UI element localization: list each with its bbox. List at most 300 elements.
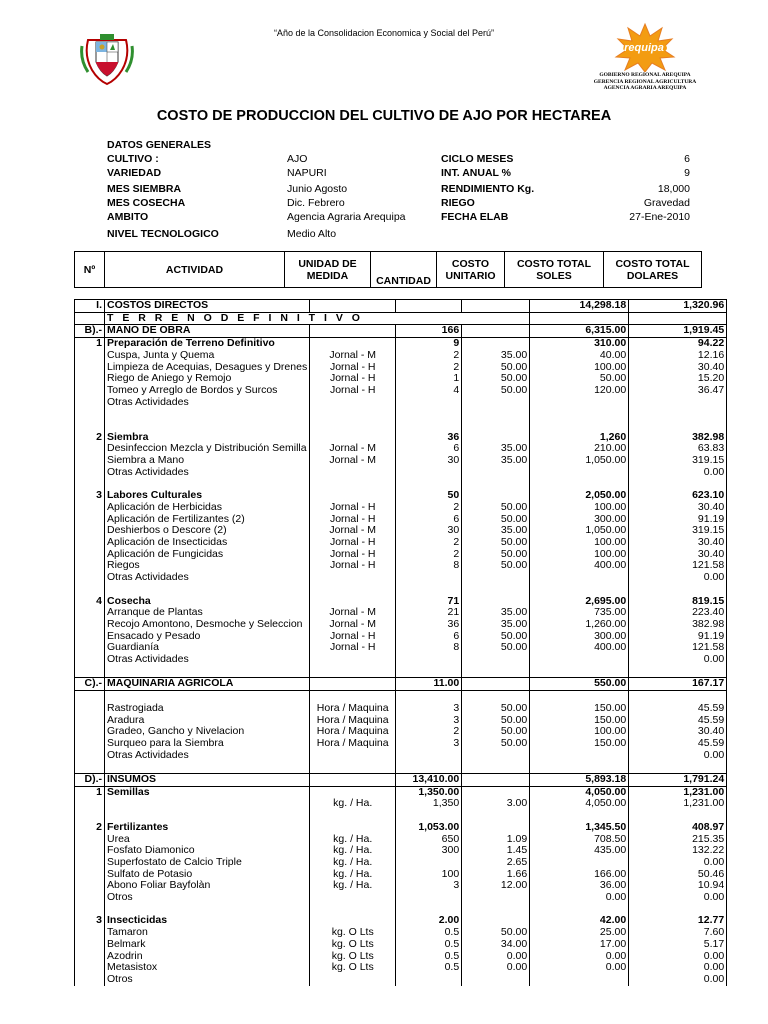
cell-actividad: Superfostato de Calcio Triple xyxy=(105,857,310,869)
cell-costo-soles: 166.00 xyxy=(530,869,629,881)
cell-costo-dolares: 0.00 xyxy=(629,974,727,986)
cell-unidad: Jornal - H xyxy=(310,373,396,385)
cell-costo-soles: 2,050.00 xyxy=(530,490,629,502)
table-row xyxy=(75,443,727,455)
cell-num xyxy=(75,927,105,939)
cell-costo-dolares: 223.40 xyxy=(629,607,727,619)
section-subtitle: T E R R E N O D E F I N I T I V O xyxy=(105,312,530,325)
cell-actividad: COSTOS DIRECTOS xyxy=(105,300,310,313)
cell-costo-soles: 100.00 xyxy=(530,362,629,374)
cell-cantidad: 6 xyxy=(396,514,462,526)
cell-costo-dolares: 319.15 xyxy=(629,455,727,467)
table-row xyxy=(75,584,727,596)
cell-unidad xyxy=(310,678,396,691)
cell-actividad: Cosecha xyxy=(105,596,310,608)
cell-num xyxy=(75,951,105,963)
cell-costo-soles: 40.00 xyxy=(530,350,629,362)
cell-unidad: Jornal - H xyxy=(310,502,396,514)
cell-costo-dolares: 1,231.00 xyxy=(629,798,727,810)
cell-costo-soles: 100.00 xyxy=(530,726,629,738)
ciclo-label: CICLO MESES xyxy=(441,153,514,165)
cell-unidad xyxy=(310,479,396,491)
cell-costo-unitario xyxy=(462,408,530,420)
cell-costo-dolares: 382.98 xyxy=(629,432,727,444)
cell-costo-soles: 435.00 xyxy=(530,845,629,857)
table-row xyxy=(75,631,727,643)
cell-unidad xyxy=(310,974,396,986)
cell-costo-soles xyxy=(530,691,629,703)
table-row xyxy=(75,962,727,974)
cell-actividad: Insecticidas xyxy=(105,915,310,927)
cell-actividad: Abono Foliar Bayfolàn xyxy=(105,880,310,892)
cell-costo-dolares: 0.00 xyxy=(629,892,727,904)
cell-costo-soles xyxy=(530,654,629,666)
cell-actividad: MAQUINARIA AGRICOLA xyxy=(105,678,310,691)
cell-costo-dolares: 1,231.00 xyxy=(629,786,727,798)
cell-actividad: Labores Culturales xyxy=(105,490,310,502)
cell-costo-unitario: 0.00 xyxy=(462,962,530,974)
general-heading: DATOS GENERALES xyxy=(107,139,212,151)
table-row xyxy=(75,786,727,798)
cell-cantidad: 3 xyxy=(396,738,462,750)
table-row xyxy=(75,642,727,654)
table-row xyxy=(75,514,727,526)
motto: “Año de la Consolidacion Economica y Social del Perú” xyxy=(273,28,495,38)
cell-actividad xyxy=(105,584,310,596)
cell-actividad: Rastrogiada xyxy=(105,703,310,715)
cell-costo-unitario: 50.00 xyxy=(462,715,530,727)
cell-costo-soles: 300.00 xyxy=(530,514,629,526)
cell-costo-unitario: 35.00 xyxy=(462,350,530,362)
cell-actividad: Otros xyxy=(105,974,310,986)
cell-num xyxy=(75,514,105,526)
cell-unidad: Jornal - M xyxy=(310,525,396,537)
cell-num xyxy=(75,726,105,738)
cell-costo-soles: 1,050.00 xyxy=(530,455,629,467)
cell-costo-unitario: 50.00 xyxy=(462,927,530,939)
cell-num: I. xyxy=(75,300,105,313)
table-row xyxy=(75,939,727,951)
cell-num xyxy=(75,666,105,678)
cell-num: 1 xyxy=(75,786,105,798)
cell-cantidad: 650 xyxy=(396,834,462,846)
cell-unidad: Jornal - M xyxy=(310,619,396,631)
cell-cantidad: 1 xyxy=(396,373,462,385)
cell-costo-dolares: 382.98 xyxy=(629,619,727,631)
cell-cantidad: 0.5 xyxy=(396,951,462,963)
cell-costo-dolares: 5.17 xyxy=(629,939,727,951)
cell-unidad: Jornal - H xyxy=(310,514,396,526)
cell-costo-soles: 2,695.00 xyxy=(530,596,629,608)
cell-costo-soles: 210.00 xyxy=(530,443,629,455)
cell-costo-unitario: 50.00 xyxy=(462,373,530,385)
cell-costo-dolares xyxy=(629,761,727,773)
cell-costo-dolares: 0.00 xyxy=(629,654,727,666)
table-row xyxy=(75,479,727,491)
cell-actividad: Limpieza de Acequias, Desagues y Drenes xyxy=(105,362,310,374)
cell-unidad xyxy=(310,774,396,787)
cell-actividad: MANO DE OBRA xyxy=(105,325,310,338)
cell-actividad: Deshierbos o Descore (2) xyxy=(105,525,310,537)
page-title: COSTO DE PRODUCCION DEL CULTIVO DE AJO POR HECTAREA xyxy=(156,108,612,124)
cell-costo-dolares: 36.47 xyxy=(629,385,727,397)
cell-num: 2 xyxy=(75,822,105,834)
table-row xyxy=(75,869,727,881)
cell-num xyxy=(75,810,105,822)
cell-cantidad xyxy=(396,479,462,491)
table-row xyxy=(75,774,727,787)
cell-actividad: Desinfeccion Mezcla y Distribución Semilla xyxy=(105,443,310,455)
cell-num xyxy=(75,631,105,643)
cell-costo-soles: 0.00 xyxy=(530,962,629,974)
cell-cantidad: 2 xyxy=(396,549,462,561)
rendimiento-label: RENDIMIENTO Kg. xyxy=(441,183,535,195)
cell-num: 3 xyxy=(75,490,105,502)
cell-costo-soles: 150.00 xyxy=(530,703,629,715)
cell-costo-dolares: 319.15 xyxy=(629,525,727,537)
cell-cantidad xyxy=(396,892,462,904)
cell-actividad xyxy=(105,666,310,678)
cultivo-value: AJO xyxy=(287,153,308,165)
cell-costo-unitario: 50.00 xyxy=(462,642,530,654)
cell-costo-soles: 100.00 xyxy=(530,537,629,549)
peru-shield-icon xyxy=(78,26,136,88)
cell-actividad: Azodrin xyxy=(105,951,310,963)
cell-actividad: Fosfato Diamonico xyxy=(105,845,310,857)
cell-costo-soles: 150.00 xyxy=(530,738,629,750)
cell-cantidad: 1,350.00 xyxy=(396,786,462,798)
cell-cantidad: 6 xyxy=(396,631,462,643)
cell-unidad: kg. / Ha. xyxy=(310,857,396,869)
cell-costo-unitario: 35.00 xyxy=(462,455,530,467)
ambito-value: Agencia Agraria Arequipa xyxy=(287,211,406,223)
table-row xyxy=(75,845,727,857)
table-row xyxy=(75,549,727,561)
cell-num xyxy=(75,880,105,892)
cell-num xyxy=(75,397,105,409)
cell-costo-unitario: 1.45 xyxy=(462,845,530,857)
table-row xyxy=(75,927,727,939)
cell-costo-unitario xyxy=(462,572,530,584)
cell-costo-dolares: 215.35 xyxy=(629,834,727,846)
cell-costo-unitario: 35.00 xyxy=(462,607,530,619)
cell-unidad: kg. / Ha. xyxy=(310,798,396,810)
cell-costo-unitario xyxy=(462,397,530,409)
table-row xyxy=(75,834,727,846)
cell-cantidad: 8 xyxy=(396,642,462,654)
cell-cantidad: 2 xyxy=(396,726,462,738)
cell-costo-soles: 42.00 xyxy=(530,915,629,927)
cell-costo-soles: 4,050.00 xyxy=(530,798,629,810)
cell-costo-soles xyxy=(530,584,629,596)
cell-costo-soles: 14,298.18 xyxy=(530,300,629,313)
interes-value: 9 xyxy=(684,167,690,179)
table-row xyxy=(75,397,727,409)
cosecha-value: Dic. Febrero xyxy=(287,197,345,209)
cell-cantidad: 21 xyxy=(396,607,462,619)
col-cantidad: CANTIDAD xyxy=(371,252,437,288)
cell-unidad xyxy=(310,666,396,678)
cost-table xyxy=(74,299,727,986)
cell-costo-unitario xyxy=(462,584,530,596)
cell-num xyxy=(75,584,105,596)
cell-costo-dolares: 408.97 xyxy=(629,822,727,834)
cell-costo-dolares: 0.00 xyxy=(629,572,727,584)
cell-unidad xyxy=(310,397,396,409)
cell-unidad: Jornal - H xyxy=(310,642,396,654)
cell-cantidad: 9 xyxy=(396,338,462,350)
cell-unidad xyxy=(310,915,396,927)
cell-costo-dolares: 0.00 xyxy=(629,467,727,479)
cell-unidad: kg. O Lts xyxy=(310,951,396,963)
cell-costo-unitario: 50.00 xyxy=(462,738,530,750)
cell-actividad: Ensacado y Pesado xyxy=(105,631,310,643)
cell-unidad: Hora / Maquina xyxy=(310,715,396,727)
cell-unidad: kg. O Lts xyxy=(310,927,396,939)
cell-costo-unitario xyxy=(462,432,530,444)
cell-num xyxy=(75,834,105,846)
cell-num xyxy=(75,703,105,715)
cell-num: C).- xyxy=(75,678,105,691)
table-row xyxy=(75,338,727,350)
cell-cantidad xyxy=(396,420,462,432)
cell-cantidad: 3 xyxy=(396,703,462,715)
cell-unidad: Jornal - M xyxy=(310,443,396,455)
cell-cantidad xyxy=(396,691,462,703)
cell-actividad: Fertilizantes xyxy=(105,822,310,834)
cell-costo-dolares xyxy=(629,904,727,916)
cell-costo-soles: 310.00 xyxy=(530,338,629,350)
org-line-3: AGENCIA AGRARIA AREQUIPA xyxy=(603,85,687,91)
cosecha-label: MES COSECHA xyxy=(107,197,186,209)
cell-num xyxy=(75,350,105,362)
table-row xyxy=(75,798,727,810)
cell-actividad: Otros xyxy=(105,892,310,904)
cell-unidad: Jornal - M xyxy=(310,607,396,619)
cell-num: 2 xyxy=(75,432,105,444)
cell-costo-dolares xyxy=(629,584,727,596)
cell-actividad: Aplicación de Insecticidas xyxy=(105,537,310,549)
cell-costo-unitario: 50.00 xyxy=(462,514,530,526)
cell-cantidad: 13,410.00 xyxy=(396,774,462,787)
table-row xyxy=(75,822,727,834)
cell-unidad xyxy=(310,300,396,313)
cell-costo-dolares: 15.20 xyxy=(629,373,727,385)
cell-unidad xyxy=(310,786,396,798)
cell-costo-soles xyxy=(530,467,629,479)
col-actividad: ACTIVIDAD xyxy=(105,252,285,288)
cell-actividad: Siembra xyxy=(105,432,310,444)
cell-costo-dolares: 94.22 xyxy=(629,338,727,350)
cell-costo-soles: 735.00 xyxy=(530,607,629,619)
cell-unidad: kg. / Ha. xyxy=(310,869,396,881)
cell-costo-soles: 4,050.00 xyxy=(530,786,629,798)
cell-costo-dolares: 1,320.96 xyxy=(629,300,727,313)
cell-costo-dolares xyxy=(629,408,727,420)
table-row xyxy=(75,703,727,715)
cell-actividad: Surqueo para la Siembra xyxy=(105,738,310,750)
fecha-label: FECHA ELAB xyxy=(441,211,509,223)
org-line-1: GOBIERNO REGIONAL AREQUIPA xyxy=(599,72,691,78)
cell-num xyxy=(75,373,105,385)
cell-cantidad: 36 xyxy=(396,619,462,631)
table-row xyxy=(75,432,727,444)
cell-cantidad: 2 xyxy=(396,362,462,374)
cell-unidad xyxy=(310,490,396,502)
table-row xyxy=(75,715,727,727)
cell-num xyxy=(75,869,105,881)
cell-costo-dolares: 12.77 xyxy=(629,915,727,927)
cell-actividad xyxy=(105,691,310,703)
cell-costo-unitario: 50.00 xyxy=(462,385,530,397)
cell-cantidad: 0.5 xyxy=(396,927,462,939)
cell-costo-unitario xyxy=(462,467,530,479)
cell-costo-dolares: 12.16 xyxy=(629,350,727,362)
cell-unidad: Hora / Maquina xyxy=(310,703,396,715)
cell-costo-soles xyxy=(530,750,629,762)
cell-costo-soles xyxy=(530,420,629,432)
table-row xyxy=(75,572,727,584)
table-row xyxy=(75,408,727,420)
cell-actividad: Tamaron xyxy=(105,927,310,939)
cell-costo-soles: 1,050.00 xyxy=(530,525,629,537)
cell-actividad xyxy=(105,479,310,491)
table-row xyxy=(75,810,727,822)
cell-costo-unitario xyxy=(462,822,530,834)
cell-costo-unitario xyxy=(462,325,530,338)
cell-actividad: Urea xyxy=(105,834,310,846)
cell-actividad: Gradeo, Gancho y Nivelacion xyxy=(105,726,310,738)
cell-costo-unitario xyxy=(462,300,530,313)
cell-num xyxy=(75,467,105,479)
table-row xyxy=(75,880,727,892)
cell-costo-unitario xyxy=(462,915,530,927)
cell-num: D).- xyxy=(75,774,105,787)
cell-num xyxy=(75,420,105,432)
cell-num: B).- xyxy=(75,325,105,338)
cell-unidad: Jornal - H xyxy=(310,362,396,374)
riego-value: Gravedad xyxy=(643,197,690,209)
rendimiento-value: 18,000 xyxy=(657,183,690,195)
cell-costo-soles xyxy=(530,312,629,325)
cell-actividad xyxy=(105,810,310,822)
cell-costo-dolares xyxy=(629,397,727,409)
siembra-value: Junio Agosto xyxy=(287,183,348,195)
cell-costo-unitario xyxy=(462,490,530,502)
siembra-label: MES SIEMBRA xyxy=(107,183,182,195)
cell-unidad xyxy=(310,691,396,703)
cell-costo-soles: 1,345.50 xyxy=(530,822,629,834)
cell-unidad xyxy=(310,654,396,666)
cell-cantidad xyxy=(396,666,462,678)
cell-costo-unitario: 35.00 xyxy=(462,443,530,455)
cell-costo-soles xyxy=(530,572,629,584)
cell-costo-dolares: 30.40 xyxy=(629,549,727,561)
table-row xyxy=(75,455,727,467)
table-row xyxy=(75,385,727,397)
cell-costo-dolares: 30.40 xyxy=(629,537,727,549)
table-row xyxy=(75,915,727,927)
cell-actividad: Riegos xyxy=(105,560,310,572)
cell-cantidad: 11.00 xyxy=(396,678,462,691)
cell-actividad xyxy=(105,761,310,773)
cell-costo-dolares xyxy=(629,312,727,325)
cell-costo-soles: 0.00 xyxy=(530,892,629,904)
cell-unidad: kg. O Lts xyxy=(310,962,396,974)
cell-costo-soles: 550.00 xyxy=(530,678,629,691)
cell-cantidad: 2.00 xyxy=(396,915,462,927)
cell-costo-unitario xyxy=(462,761,530,773)
cell-num xyxy=(75,607,105,619)
cell-cantidad: 100 xyxy=(396,869,462,881)
cell-unidad xyxy=(310,420,396,432)
cell-unidad: Jornal - H xyxy=(310,560,396,572)
cell-num xyxy=(75,642,105,654)
cell-actividad: Arranque de Plantas xyxy=(105,607,310,619)
cell-costo-dolares: 167.17 xyxy=(629,678,727,691)
cell-costo-dolares: 132.22 xyxy=(629,845,727,857)
cell-actividad: Cuspa, Junta y Quema xyxy=(105,350,310,362)
cell-cantidad: 71 xyxy=(396,596,462,608)
table-row xyxy=(75,654,727,666)
cell-costo-unitario: 3.00 xyxy=(462,798,530,810)
col-costo-soles: COSTO TOTAL SOLES xyxy=(505,252,604,288)
cell-costo-soles: 0.00 xyxy=(530,951,629,963)
nivel-value: Medio Alto xyxy=(287,228,337,240)
cell-cantidad: 8 xyxy=(396,560,462,572)
table-row xyxy=(75,467,727,479)
cell-costo-unitario: 1.66 xyxy=(462,869,530,881)
cell-cantidad xyxy=(396,572,462,584)
cell-unidad: Jornal - M xyxy=(310,350,396,362)
cell-unidad xyxy=(310,822,396,834)
cell-cantidad: 36 xyxy=(396,432,462,444)
cell-num xyxy=(75,549,105,561)
cell-costo-unitario xyxy=(462,892,530,904)
cell-unidad xyxy=(310,467,396,479)
cell-cantidad: 4 xyxy=(396,385,462,397)
fecha-value: 27-Ene-2010 xyxy=(629,211,690,223)
cell-costo-soles: 100.00 xyxy=(530,549,629,561)
cell-costo-dolares: 0.00 xyxy=(629,750,727,762)
cell-unidad: kg. O Lts xyxy=(310,939,396,951)
cell-costo-dolares: 819.15 xyxy=(629,596,727,608)
cell-costo-dolares: 0.00 xyxy=(629,857,727,869)
cell-costo-unitario xyxy=(462,810,530,822)
cell-unidad xyxy=(310,572,396,584)
cell-costo-soles xyxy=(530,666,629,678)
cell-actividad xyxy=(105,420,310,432)
riego-label: RIEGO xyxy=(441,197,475,209)
cell-costo-soles xyxy=(530,479,629,491)
cell-unidad xyxy=(310,338,396,350)
cell-cantidad xyxy=(396,904,462,916)
cell-costo-dolares: 45.59 xyxy=(629,715,727,727)
cell-num xyxy=(75,892,105,904)
cell-unidad: Jornal - H xyxy=(310,385,396,397)
cell-num xyxy=(75,691,105,703)
cell-num xyxy=(75,904,105,916)
cell-costo-dolares: 623.10 xyxy=(629,490,727,502)
cell-actividad: Aplicación de Fungicidas xyxy=(105,549,310,561)
cell-num: 4 xyxy=(75,596,105,608)
cell-num xyxy=(75,761,105,773)
cell-num xyxy=(75,798,105,810)
cell-costo-dolares: 10.94 xyxy=(629,880,727,892)
cell-num xyxy=(75,443,105,455)
cell-num xyxy=(75,750,105,762)
cell-costo-soles xyxy=(530,408,629,420)
